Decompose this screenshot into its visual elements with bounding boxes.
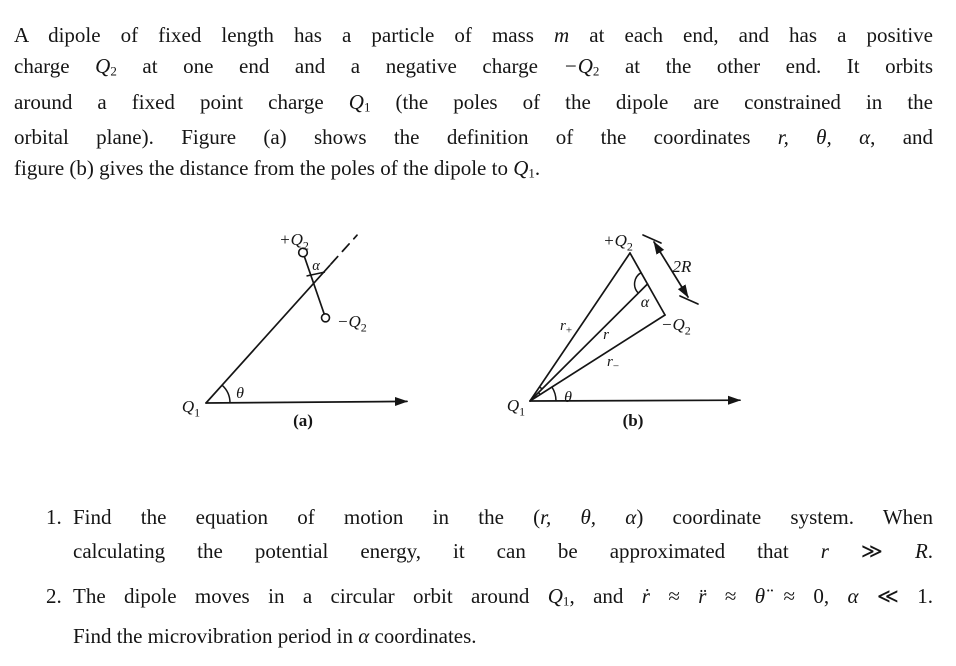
problem-text — [73, 579, 933, 653]
caption-b: (b) — [622, 411, 644, 430]
horizontal-axis-arrow — [530, 400, 740, 401]
vertex-angle-arc-1 — [540, 387, 543, 389]
caption-a: (a) — [293, 411, 313, 430]
text-line: Find the microvibration period in α coordinates. — [73, 623, 477, 648]
label-theta: θ — [564, 389, 572, 406]
problem-item-2 — [46, 579, 933, 653]
text-line: A dipole of fixed length has a particle of mass m at each end, and has a positive — [14, 23, 933, 47]
problem-item-1 — [46, 500, 933, 568]
label-plus-q2: $+Q_2$ — [603, 231, 633, 254]
label-plus-q2: $+Q_2$ — [279, 230, 309, 253]
theta-angle-arc — [222, 385, 230, 403]
r-plus-line — [530, 253, 630, 401]
label-alpha: α — [312, 258, 320, 274]
label-minus-q2: $-Q_2$ — [337, 312, 367, 335]
label-2R: 2R — [672, 257, 692, 276]
dimension-tick-bottom — [680, 296, 698, 304]
figure-b — [507, 231, 740, 430]
dimension-tick-top — [643, 235, 661, 243]
r-minus-line — [530, 315, 665, 401]
problem-text — [73, 500, 933, 568]
label-q1: $Q_1$ — [506, 396, 526, 419]
problem-number: 1. — [46, 505, 62, 529]
r-mid-line — [530, 284, 648, 401]
label-theta: θ — [236, 385, 244, 402]
alpha-angle-arc — [635, 273, 642, 293]
figure-a — [182, 230, 407, 430]
radial-ray-dashed-extension — [331, 235, 357, 264]
label-q1: $Q_1$ — [181, 397, 201, 420]
label-minus-q2: $-Q_2$ — [661, 315, 691, 338]
figure-diagrams — [0, 215, 956, 450]
text-line: calculating the potential energy, it can be approximated that r ≫ R. — [73, 539, 934, 563]
problem-list — [46, 500, 933, 653]
charge-minus-circle — [322, 314, 330, 322]
text-line: orbital plane). Figure (a) shows the definition of the coordinates r, θ, α, and — [14, 125, 934, 150]
label-alpha: α — [640, 294, 650, 311]
text-line: Find the equation of motion in the (r, θ, α) coordinate system. When — [73, 505, 933, 529]
text-line: around a fixed point charge Q1 (the poles of the dipole are constrained in the — [14, 89, 933, 115]
problem-number: 2. — [46, 584, 62, 608]
text-line: charge Q2 at one end and a negative charge −Q2 at the other end. It orbits — [14, 54, 934, 79]
problem-statement — [14, 20, 933, 189]
text-line: figure (b) gives the distance from the poles of the dipole to Q1. — [14, 156, 541, 181]
label-r-minus: $r_-$ — [606, 354, 620, 373]
radial-ray-line — [206, 265, 330, 403]
label-r-plus: $r_+$ — [559, 318, 573, 337]
theta-angle-arc — [552, 387, 556, 401]
text-line: The dipole moves in a circular orbit around Q1, and ṙ ≈ r̈ ≈ θ̈ ≈ 0, α ≪ 1. — [73, 584, 934, 609]
vertex-angle-arc-2 — [539, 393, 541, 395]
label-r: r — [603, 327, 609, 343]
